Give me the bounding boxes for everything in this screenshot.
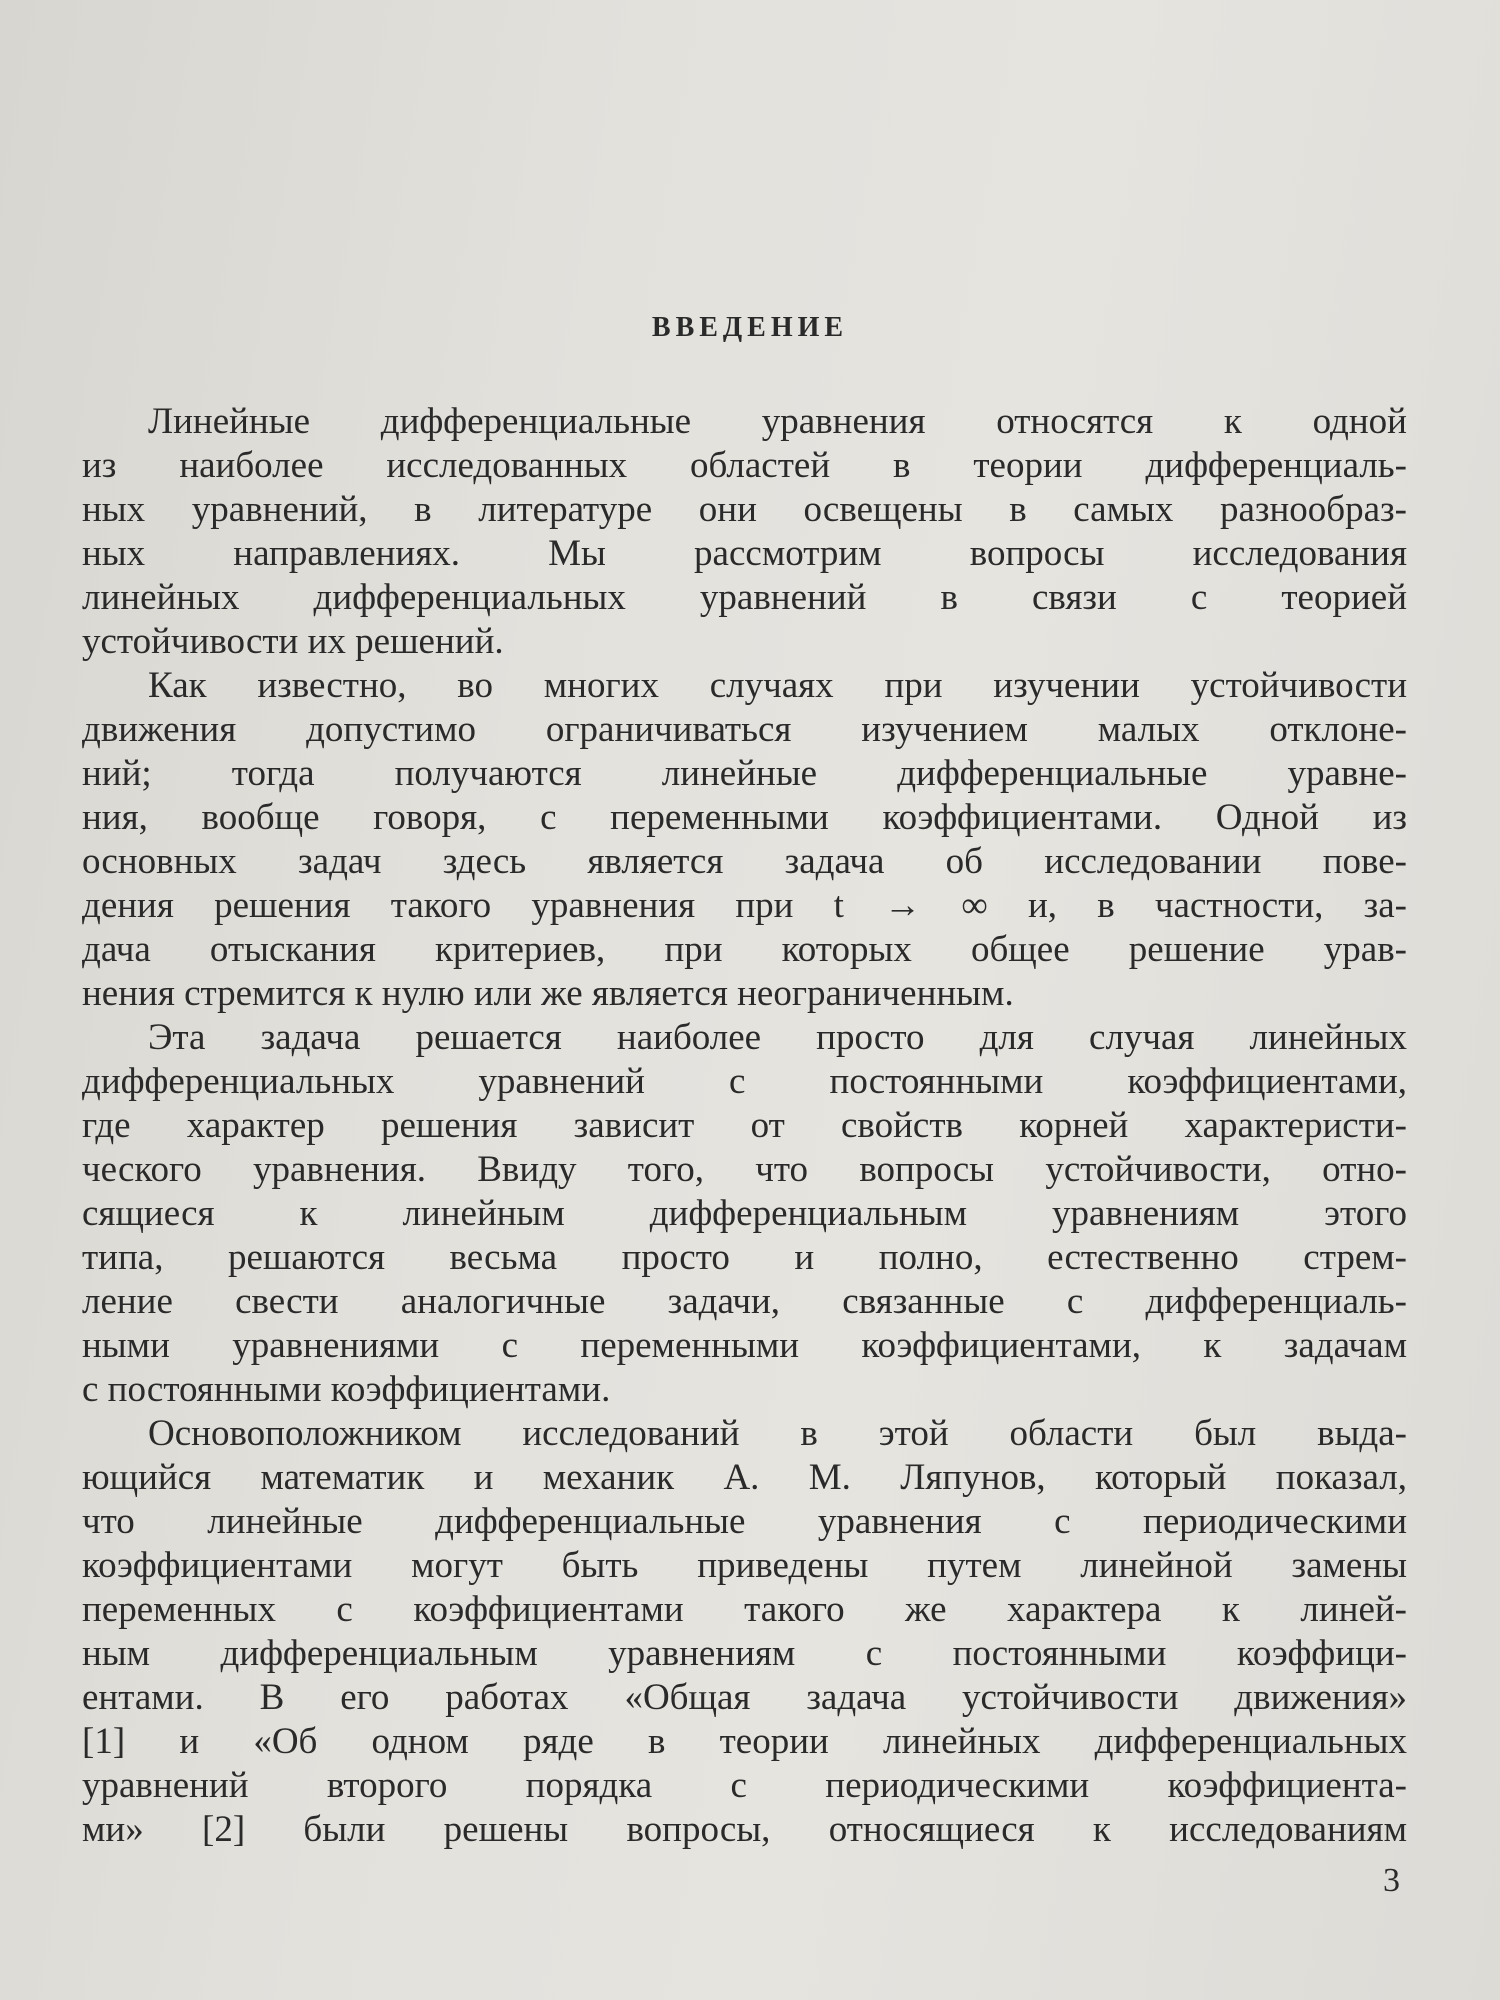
text-line: сящиеся к линейным дифференциальным уравнениям этого <box>82 1193 1407 1234</box>
text-line: что линейные дифференциальные уравнения с периодическими <box>82 1501 1407 1542</box>
text-line: ных направлениях. Мы рассмотрим вопросы исследования <box>82 533 1407 574</box>
text-line: основных задач здесь является задача об исследовании пове- <box>82 841 1407 882</box>
text-line: переменных с коэффициентами такого же характера к линей- <box>82 1589 1407 1630</box>
text-line: линейных дифференциальных уравнений в связи с теорией <box>82 577 1407 618</box>
page-number: 3 <box>1383 1862 1400 1899</box>
text-line: типа, решаются весьма просто и полно, естественно стрем- <box>82 1237 1407 1278</box>
text-line: Линейные дифференциальные уравнения относятся к одной <box>148 401 1407 442</box>
text-line: дифференциальных уравнений с постоянными коэффициентами, <box>82 1061 1407 1102</box>
text-line: Как известно, во многих случаях при изучении устойчивости <box>148 665 1407 706</box>
text-line: Эта задача решается наиболее просто для случая линейных <box>148 1017 1407 1058</box>
text-line: ющийся математик и механик А. М. Ляпунов, который показал, <box>82 1457 1407 1498</box>
text-line: ных уравнений, в литературе они освещены в самых разнообраз- <box>82 489 1407 530</box>
page-title: ВВЕДЕНИЕ <box>651 312 849 343</box>
text-line: ния, вообще говоря, с переменными коэффициентами. Одной из <box>82 797 1407 838</box>
text-line: уравнений второго порядка с периодическими коэффициента- <box>82 1765 1407 1806</box>
text-line: дача отыскания критериев, при которых общее решение урав- <box>82 929 1407 970</box>
text-line: где характер решения зависит от свойств корней характеристи- <box>82 1105 1407 1146</box>
text-line: Основоположником исследований в этой области был выда- <box>148 1413 1407 1454</box>
text-line: дения решения такого уравнения при t → ∞ и, в частности, за- <box>82 885 1407 926</box>
text-line: ентами. В его работах «Общая задача устойчивости движения» <box>82 1677 1407 1718</box>
text-line: движения допустимо ограничиваться изучением малых отклоне- <box>82 709 1407 750</box>
text-line: ческого уравнения. Ввиду того, что вопросы устойчивости, отно- <box>82 1149 1407 1190</box>
text-line: нения стремится к нулю или же является неограниченным. <box>82 973 1014 1014</box>
text-line: из наиболее исследованных областей в теории дифференциаль- <box>82 445 1407 486</box>
text-line: ний; тогда получаются линейные дифференциальные уравне- <box>82 753 1407 794</box>
text-line: ным дифференциальным уравнениям с постоянными коэффици- <box>82 1633 1407 1674</box>
text-line: ми» [2] были решены вопросы, относящиеся к исследованиям <box>82 1809 1407 1850</box>
text-line: коэффициентами могут быть приведены путем линейной замены <box>82 1545 1407 1586</box>
text-line: ными уравнениями с переменными коэффициентами, к задачам <box>82 1325 1407 1366</box>
text-line: ление свести аналогичные задачи, связанные с дифференциаль- <box>82 1281 1407 1322</box>
text-line: устойчивости их решений. <box>82 621 504 662</box>
text-line: с постоянными коэффициентами. <box>82 1369 611 1410</box>
text-line: [1] и «Об одном ряде в теории линейных дифференциальных <box>82 1721 1407 1762</box>
